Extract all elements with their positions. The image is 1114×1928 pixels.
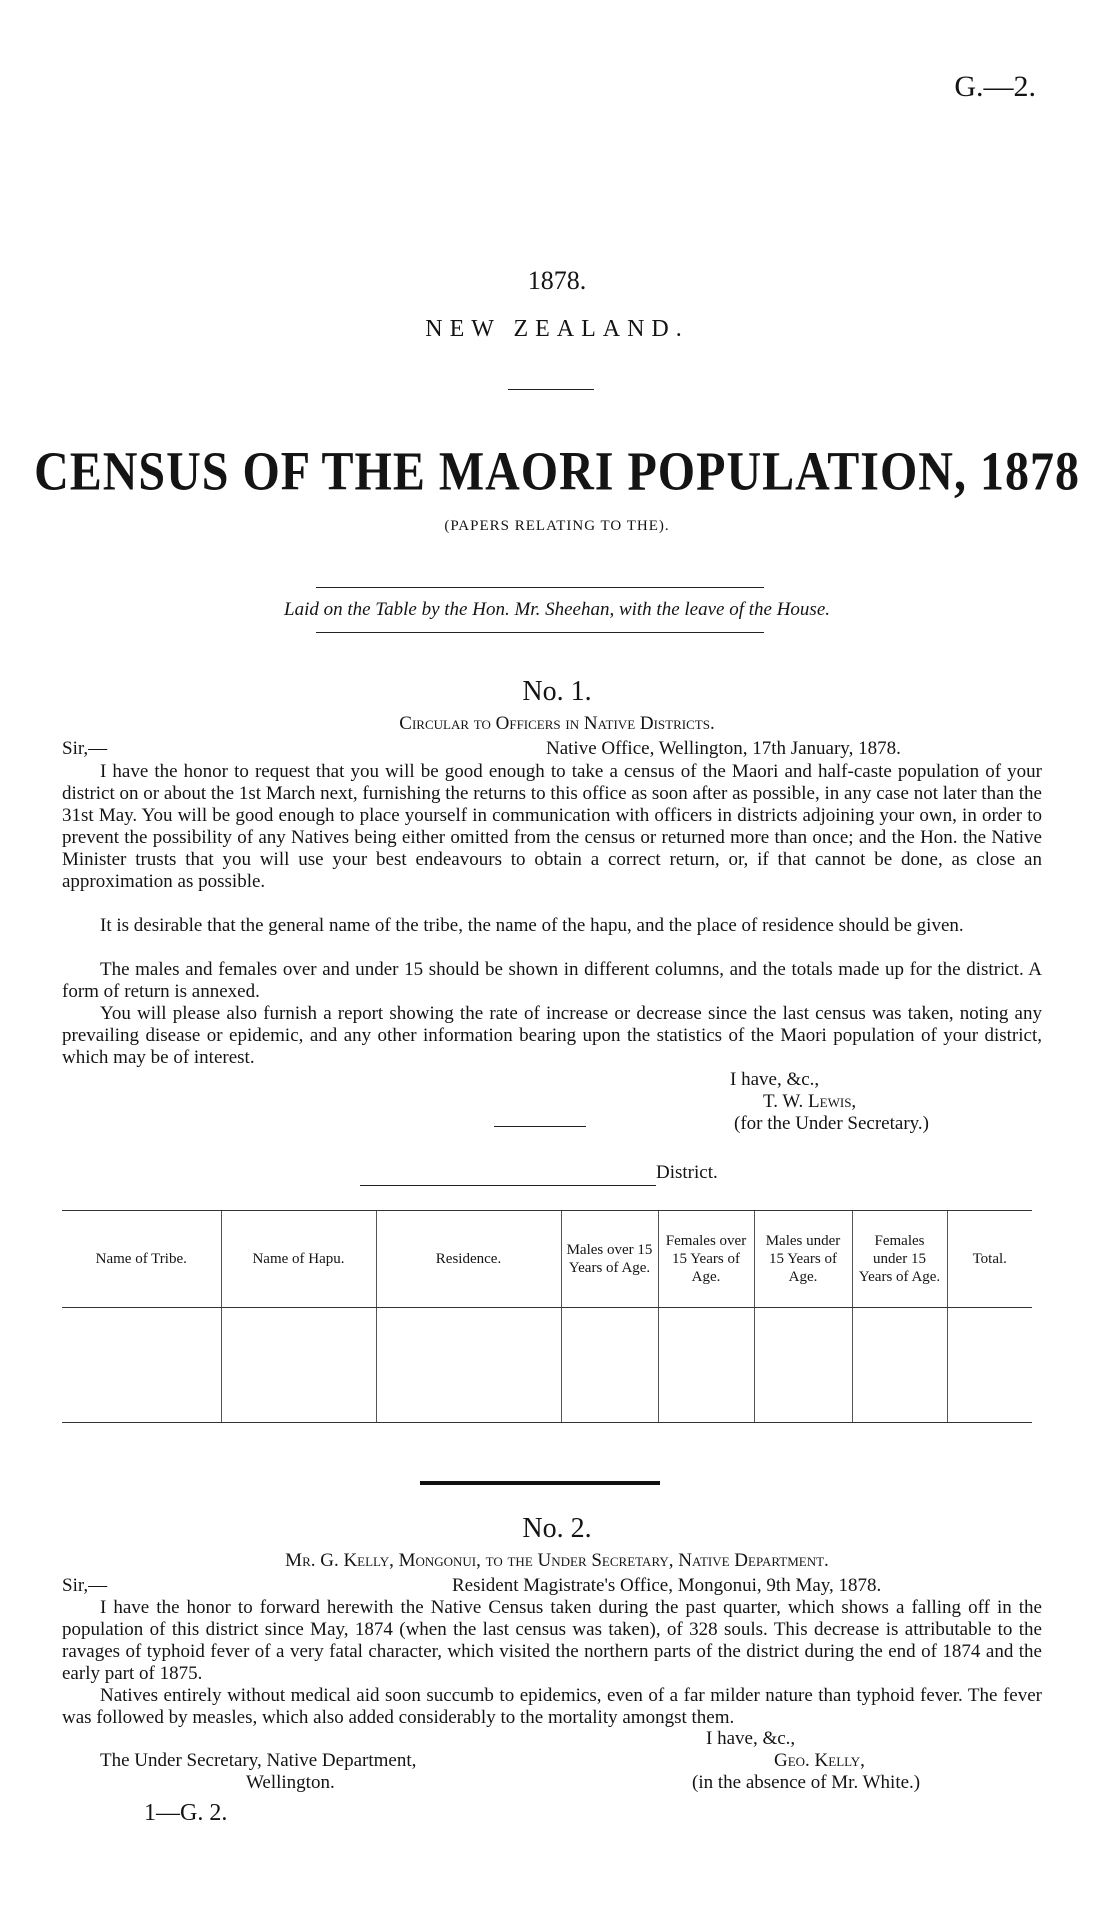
- form-cell: [62, 1308, 221, 1423]
- document-title: CENSUS OF THE MAORI POPULATION, 1878: [34, 441, 1080, 502]
- header-name-of-hapu: Name of Hapu.: [221, 1211, 376, 1308]
- laid-statement: Laid on the Table by the Hon. Mr. Sheehan, with the leave of the House.: [284, 599, 830, 620]
- doc1-number: No. 1.: [522, 676, 592, 707]
- doc2-addressee-line-1: The Under Secretary, Native Department,: [100, 1750, 417, 1771]
- doc2-dateline: Resident Magistrate's Office, Mongonui, 9th May, 1878.: [452, 1575, 882, 1596]
- form-cell: [947, 1308, 1032, 1423]
- header-females-under-15: Females under 15 Years of Age.: [852, 1211, 947, 1308]
- title-divider: [508, 389, 594, 390]
- form-cell: [658, 1308, 754, 1423]
- census-return-form: [62, 1210, 1032, 1423]
- doc1-signatory-role: (for the Under Secretary.): [734, 1113, 930, 1134]
- header-total: Total.: [947, 1211, 1032, 1308]
- doc1-paragraph-1: I have the honor to request that you will be good enough to take a census of the Maori and half-caste population of your district on or about the 1st March next, furnishing the returns to this office as soon after as possible, in any case not later than the 31st May. You will be good enough to place yourself in communication with officers in districts adjoining your own, in order to prevent the possibility of any Natives being either omitted from the census or returned more than once; and the Hon. the Native Minister trusts that you will use your best endeavours to obtain a correct return, or, if that cannot be done, as close an approximation as possible.: [62, 761, 1042, 892]
- doc2-paragraph-2: Natives entirely without medical aid soon succumb to epidemics, even of a far milder nature than typhoid fever. The fever was followed by measles, which also added considerably to the mortality amongst them.: [62, 1685, 1042, 1728]
- doc2-paragraph-1: I have the honor to forward herewith the Native Census taken during the past quarter, which shows a falling off in the population of this district since May, 1874 (when the last census was taken), of 328 souls. This decrease is attributable to the ravages of typhoid fever of a very fatal character, which visited the northern parts of the district during the end of 1874 and the early part of 1875.: [62, 1597, 1042, 1684]
- document-year: 1878.: [527, 266, 587, 295]
- doc2-closing: I have, &c.,: [706, 1728, 796, 1749]
- country-name: NEW ZEALAND.: [425, 316, 689, 342]
- header-males-over-15: Males over 15 Years of Age.: [561, 1211, 658, 1308]
- page-reference: G.—2.: [954, 70, 1036, 103]
- document-subtitle: (PAPERS RELATING TO THE).: [444, 518, 670, 534]
- form-cell: [852, 1308, 947, 1423]
- form-cell: [561, 1308, 658, 1423]
- district-label: District.: [656, 1162, 718, 1183]
- laid-rule-bottom: [316, 632, 764, 633]
- doc1-signatory: T. W. Lewis,: [763, 1091, 857, 1112]
- doc2-signatory: Geo. Kelly,: [774, 1750, 865, 1771]
- form-blank-row: [62, 1308, 1032, 1423]
- doc2-signatory-note: (in the absence of Mr. White.): [692, 1772, 921, 1793]
- section-divider: [420, 1481, 660, 1485]
- doc1-paragraph-2: It is desirable that the general name of the tribe, the name of the hapu, and the place of residence should be given.: [100, 915, 964, 936]
- district-blank-line: [360, 1185, 656, 1186]
- doc1-salutation: Sir,—: [62, 738, 108, 759]
- form-cell: [376, 1308, 561, 1423]
- header-name-of-tribe: Name of Tribe.: [62, 1211, 221, 1308]
- signature-mark: 1—G. 2.: [144, 1800, 228, 1826]
- form-header-row: [62, 1211, 1032, 1308]
- doc2-heading: [0, 1550, 1114, 1572]
- doc2-salutation: Sir,—: [62, 1575, 108, 1596]
- doc1-heading: Circular to Officers in Native Districts.: [399, 713, 715, 734]
- doc1-signature-rule: [494, 1126, 586, 1127]
- form-cell: [754, 1308, 852, 1423]
- doc2-number: No. 2.: [522, 1513, 592, 1544]
- doc2-addressee-line-2: Wellington.: [246, 1772, 335, 1793]
- doc2-heading-text: Mr. G. Kelly, Mongonui, to the Under Secretary, Native Department.: [285, 1550, 829, 1571]
- doc1-paragraph-3: The males and females over and under 15 should be shown in different columns, and the totals made up for the district. A form of return is annexed.: [62, 959, 1042, 1002]
- laid-rule-top: [316, 587, 764, 588]
- header-males-under-15: Males under 15 Years of Age.: [754, 1211, 852, 1308]
- doc1-closing: I have, &c.,: [730, 1069, 820, 1090]
- doc1-dateline: Native Office, Wellington, 17th January, 1878.: [546, 738, 901, 759]
- header-females-over-15: Females over 15 Years of Age.: [658, 1211, 754, 1308]
- doc1-paragraph-4: You will please also furnish a report showing the rate of increase or decrease since the last census was taken, noting any prevailing disease or epidemic, and any other information bearing upon the statistics of the Maori population of your district, which may be of interest.: [62, 1003, 1042, 1068]
- form-cell: [221, 1308, 376, 1423]
- header-residence: Residence.: [376, 1211, 561, 1308]
